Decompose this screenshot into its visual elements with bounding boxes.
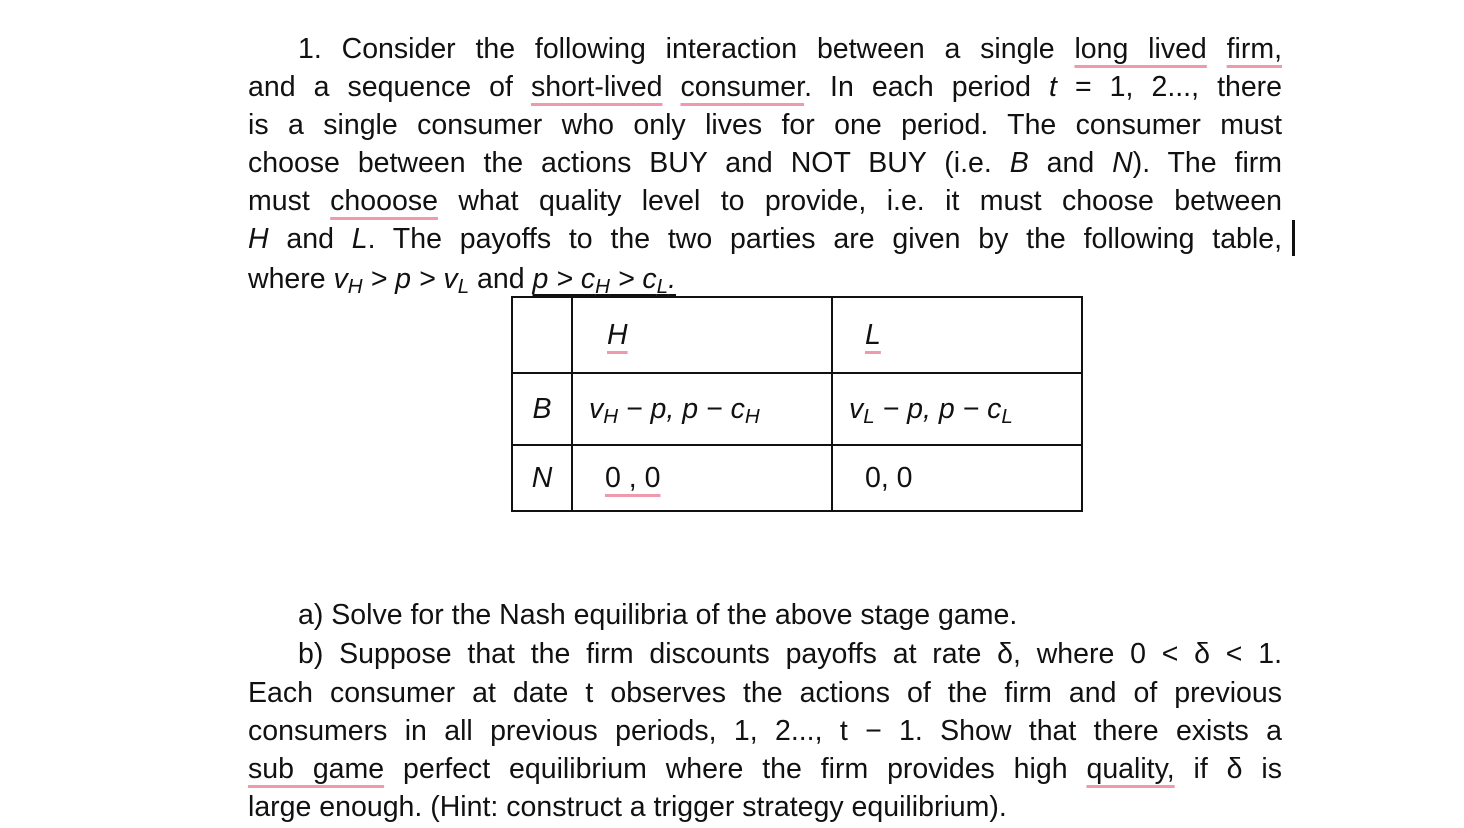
spellcheck-short-lived[interactable]: short-lived — [530, 71, 663, 103]
payoff-table — [511, 296, 1083, 512]
spellcheck-firm[interactable]: firm, — [1226, 33, 1283, 65]
text-line-4: choose between the actions BUY and NOT BUY (i.e. B and N). The firm — [248, 147, 1283, 179]
part-b-line-5: large enough. (Hint: construct a trigger strategy equilibrium). — [248, 791, 1007, 823]
text-line-2: and a sequence of short-lived consumer. In each period t = 1, 2..., there — [248, 71, 1283, 103]
col-header-L: L — [832, 297, 1082, 373]
spellcheck-long-lived[interactable]: long lived — [1074, 33, 1207, 65]
condition-values: $v_H > p > v_L$ — [333, 263, 470, 299]
payoff-cell-B-H: $v_H - p$, $p - c_H$ — [572, 373, 832, 445]
text-line-3: is a single consumer who only lives for one period. The consumer must — [248, 109, 1282, 141]
part-b-line-4: sub game perfect equilibrium where the firm provides high quality, if δ is — [248, 753, 1283, 785]
payoff-cell-N-H: 0 , 0 — [572, 445, 832, 511]
part-a: a) Solve for the Nash equilibria of the above stage game. — [298, 599, 1018, 631]
col-header-H: H — [572, 297, 832, 373]
condition-costs: $p > c_H > c_L$. — [532, 263, 677, 299]
row-label-N: N — [512, 445, 572, 511]
part-b-line-1: b) Suppose that the firm discounts payoffs at rate δ, where 0 < δ < 1. — [298, 638, 1282, 670]
spellcheck-chooose[interactable]: chooose — [330, 185, 438, 217]
spellcheck-quality[interactable]: quality, — [1086, 753, 1175, 785]
payoff-cell-B-L: $v_L - p$, $p - c_L$ — [832, 373, 1082, 445]
text-line-6: H and L. The payoffs to the two parties are given by the following table, — [248, 223, 1282, 255]
table-corner-cell — [512, 297, 572, 373]
row-label-B: B — [512, 373, 572, 445]
text-line-7: where $v_H > p > v_L$ and $p > c_H > c_L$. — [248, 263, 677, 299]
spellcheck-consumer[interactable]: consumer — [680, 71, 805, 103]
text-line-5: must chooose what quality level to provide, i.e. it must choose between — [248, 185, 1282, 217]
table-row — [512, 373, 1082, 445]
table-header-row — [512, 297, 1082, 373]
part-b-line-3: consumers in all previous periods, 1, 2..., t − 1. Show that there exists a — [248, 715, 1282, 747]
spellcheck-sub-game[interactable]: sub game — [248, 753, 385, 785]
table-row — [512, 445, 1082, 511]
text-line-1: 1. Consider the following interaction between a single long lived firm, — [298, 33, 1283, 65]
part-b-line-2: Each consumer at date t observes the actions of the firm and of previous — [248, 677, 1282, 709]
payoff-cell-N-L: 0, 0 — [832, 445, 1082, 511]
text-cursor — [1292, 220, 1295, 256]
